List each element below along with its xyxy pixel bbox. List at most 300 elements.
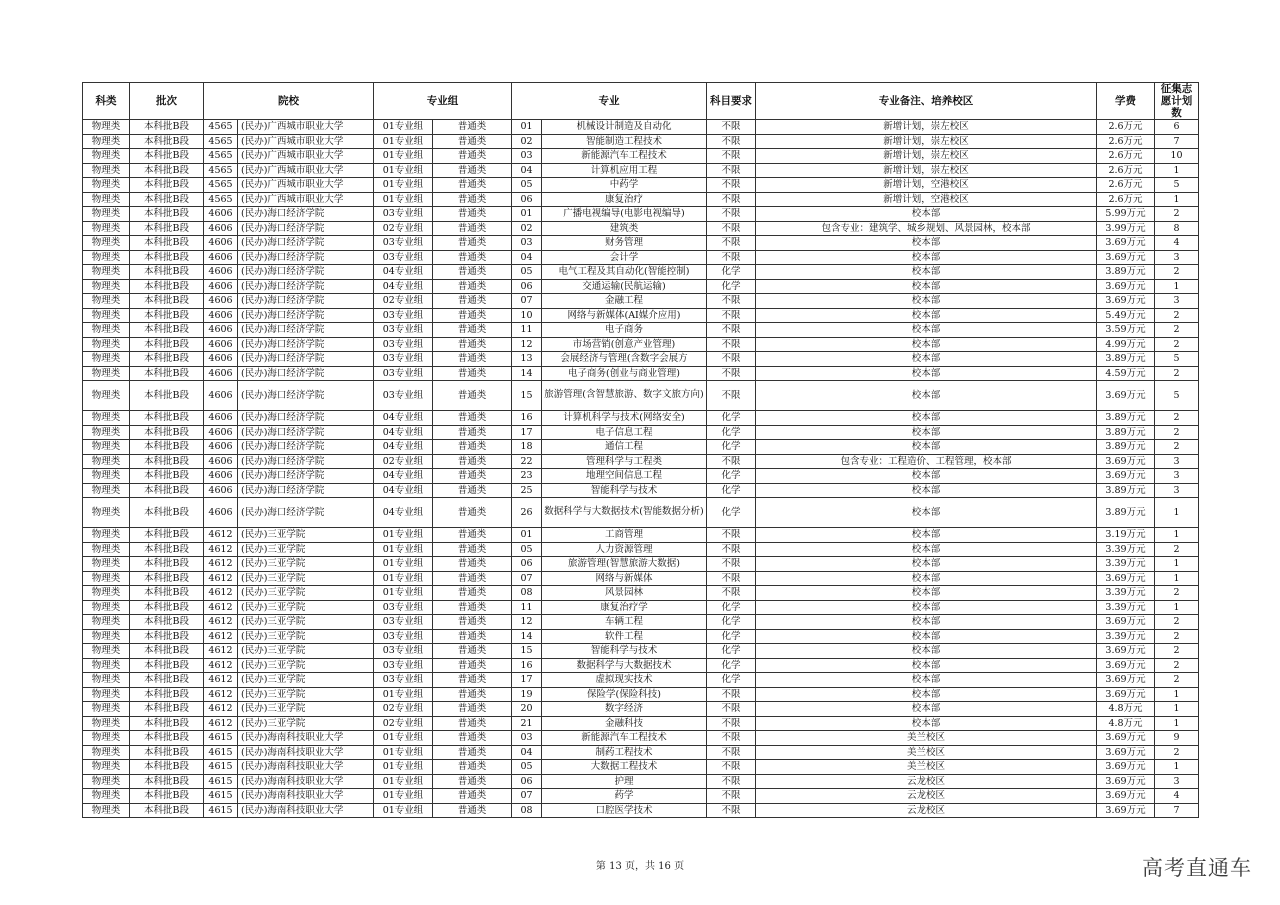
cell-group-type: 普通类 (433, 542, 512, 557)
cell-major-name: 新能源汽车工程技术 (542, 149, 707, 164)
cell-group: 01专业组 (374, 192, 433, 207)
cell-tuition: 3.69万元 (1097, 789, 1155, 804)
cell-inst-name: (民办)三亚学院 (238, 528, 374, 543)
cell-notes-campus: 校本部 (756, 644, 1097, 659)
table-row (83, 789, 1199, 804)
cell-subject-req: 不限 (707, 789, 756, 804)
cell-category: 物理类 (83, 236, 130, 251)
cell-inst-name: (民办)三亚学院 (238, 571, 374, 586)
cell-inst-name: (民办)广西城市职业大学 (238, 134, 374, 149)
cell-major-name: 软件工程 (542, 629, 707, 644)
cell-group-type: 普通类 (433, 673, 512, 688)
table-row (83, 192, 1199, 207)
cell-group: 03专业组 (374, 337, 433, 352)
cell-notes-campus: 美兰校区 (756, 745, 1097, 760)
table-row (83, 498, 1199, 528)
cell-major-name: 口腔医学技术 (542, 803, 707, 818)
cell-group: 03专业组 (374, 658, 433, 673)
cell-major-name: 通信工程 (542, 440, 707, 455)
cell-batch: 本科批B段 (130, 600, 204, 615)
cell-subject-req: 化学 (707, 615, 756, 630)
cell-inst-code: 4612 (204, 600, 238, 615)
table-row (83, 600, 1199, 615)
cell-notes-campus: 校本部 (756, 425, 1097, 440)
cell-group-type: 普通类 (433, 323, 512, 338)
cell-inst-name: (民办)海口经济学院 (238, 308, 374, 323)
cell-major-name: 康复治疗 (542, 192, 707, 207)
cell-tuition: 3.69万元 (1097, 236, 1155, 251)
cell-major-name: 电气工程及其自动化(智能控制) (542, 265, 707, 280)
cell-tuition: 3.69万元 (1097, 745, 1155, 760)
cell-inst-code: 4565 (204, 163, 238, 178)
cell-notes-campus: 校本部 (756, 469, 1097, 484)
cell-notes-campus: 新增计划，崇左校区 (756, 134, 1097, 149)
cell-inst-code: 4606 (204, 236, 238, 251)
table-row (83, 571, 1199, 586)
cell-inst-code: 4612 (204, 702, 238, 717)
cell-category: 物理类 (83, 469, 130, 484)
table-body (83, 120, 1199, 818)
cell-category: 物理类 (83, 702, 130, 717)
cell-group: 01专业组 (374, 163, 433, 178)
cell-major-name: 人力资源管理 (542, 542, 707, 557)
cell-inst-name: (民办)三亚学院 (238, 687, 374, 702)
cell-tuition: 3.69万元 (1097, 294, 1155, 309)
cell-group: 03专业组 (374, 673, 433, 688)
cell-subject-req: 化学 (707, 600, 756, 615)
cell-inst-name: (民办)海口经济学院 (238, 454, 374, 469)
cell-tuition: 3.19万元 (1097, 528, 1155, 543)
cell-tuition: 3.39万元 (1097, 557, 1155, 572)
cell-inst-name: (民办)海口经济学院 (238, 221, 374, 236)
cell-group: 03专业组 (374, 323, 433, 338)
cell-inst-code: 4615 (204, 745, 238, 760)
cell-plan-count: 2 (1155, 629, 1199, 644)
cell-category: 物理类 (83, 542, 130, 557)
cell-notes-campus: 校本部 (756, 265, 1097, 280)
cell-group: 03专业组 (374, 207, 433, 222)
cell-tuition: 2.6万元 (1097, 149, 1155, 164)
table-row (83, 352, 1199, 367)
cell-notes-campus: 校本部 (756, 381, 1097, 411)
cell-inst-name: (民办)海口经济学院 (238, 294, 374, 309)
cell-subject-req: 化学 (707, 425, 756, 440)
cell-plan-count: 2 (1155, 673, 1199, 688)
table-row (83, 294, 1199, 309)
cell-major-code: 01 (512, 207, 542, 222)
cell-inst-name: (民办)海口经济学院 (238, 265, 374, 280)
cell-major-code: 07 (512, 571, 542, 586)
cell-major-code: 11 (512, 323, 542, 338)
cell-subject-req: 不限 (707, 308, 756, 323)
cell-subject-req: 不限 (707, 760, 756, 775)
cell-group-type: 普通类 (433, 279, 512, 294)
cell-category: 物理类 (83, 381, 130, 411)
cell-inst-name: (民办)海南科技职业大学 (238, 731, 374, 746)
cell-major-name: 新能源汽车工程技术 (542, 731, 707, 746)
cell-inst-code: 4612 (204, 615, 238, 630)
cell-inst-code: 4606 (204, 294, 238, 309)
table-row (83, 425, 1199, 440)
cell-plan-count: 1 (1155, 163, 1199, 178)
cell-major-code: 04 (512, 745, 542, 760)
cell-major-name: 工商管理 (542, 528, 707, 543)
cell-group-type: 普通类 (433, 192, 512, 207)
cell-plan-count: 2 (1155, 542, 1199, 557)
cell-batch: 本科批B段 (130, 687, 204, 702)
cell-notes-campus: 校本部 (756, 294, 1097, 309)
cell-group-type: 普通类 (433, 789, 512, 804)
cell-major-name: 电子商务(创业与商业管理) (542, 366, 707, 381)
cell-group: 02专业组 (374, 716, 433, 731)
cell-major-name: 智能科学与技术 (542, 644, 707, 659)
cell-notes-campus: 新增计划，空港校区 (756, 192, 1097, 207)
cell-major-code: 15 (512, 644, 542, 659)
cell-inst-name: (民办)海口经济学院 (238, 411, 374, 426)
cell-group: 01专业组 (374, 745, 433, 760)
cell-group: 01专业组 (374, 134, 433, 149)
cell-group: 02专业组 (374, 454, 433, 469)
cell-category: 物理类 (83, 745, 130, 760)
cell-major-code: 16 (512, 411, 542, 426)
cell-subject-req: 不限 (707, 381, 756, 411)
cell-inst-name: (民办)广西城市职业大学 (238, 163, 374, 178)
cell-plan-count: 1 (1155, 557, 1199, 572)
cell-notes-campus: 云龙校区 (756, 803, 1097, 818)
cell-inst-code: 4612 (204, 716, 238, 731)
cell-category: 物理类 (83, 454, 130, 469)
cell-major-name: 虚拟现实技术 (542, 673, 707, 688)
cell-notes-campus: 校本部 (756, 702, 1097, 717)
cell-group-type: 普通类 (433, 615, 512, 630)
cell-subject-req: 化学 (707, 629, 756, 644)
admission-table-sheet (82, 82, 1198, 818)
cell-category: 物理类 (83, 803, 130, 818)
cell-subject-req: 不限 (707, 120, 756, 135)
cell-major-code: 15 (512, 381, 542, 411)
cell-major-code: 14 (512, 366, 542, 381)
cell-group-type: 普通类 (433, 644, 512, 659)
table-row (83, 760, 1199, 775)
cell-major-name: 护理 (542, 774, 707, 789)
cell-inst-name: (民办)海南科技职业大学 (238, 745, 374, 760)
cell-major-code: 06 (512, 557, 542, 572)
cell-major-code: 05 (512, 265, 542, 280)
cell-group: 03专业组 (374, 366, 433, 381)
cell-group-type: 普通类 (433, 440, 512, 455)
cell-tuition: 4.59万元 (1097, 366, 1155, 381)
cell-group: 01专业组 (374, 586, 433, 601)
table-row (83, 557, 1199, 572)
cell-major-code: 10 (512, 308, 542, 323)
cell-category: 物理类 (83, 498, 130, 528)
cell-group-type: 普通类 (433, 134, 512, 149)
cell-major-code: 03 (512, 236, 542, 251)
cell-batch: 本科批B段 (130, 658, 204, 673)
table-row (83, 440, 1199, 455)
table-row (83, 644, 1199, 659)
cell-batch: 本科批B段 (130, 803, 204, 818)
cell-subject-req: 不限 (707, 586, 756, 601)
cell-category: 物理类 (83, 774, 130, 789)
cell-major-code: 16 (512, 658, 542, 673)
table-row (83, 731, 1199, 746)
cell-inst-code: 4612 (204, 644, 238, 659)
cell-major-name: 电子商务 (542, 323, 707, 338)
cell-plan-count: 2 (1155, 366, 1199, 381)
cell-tuition: 4.99万元 (1097, 337, 1155, 352)
cell-group-type: 普通类 (433, 337, 512, 352)
cell-notes-campus: 美兰校区 (756, 731, 1097, 746)
cell-plan-count: 7 (1155, 803, 1199, 818)
cell-plan-count: 2 (1155, 658, 1199, 673)
cell-inst-code: 4606 (204, 279, 238, 294)
cell-group: 03专业组 (374, 615, 433, 630)
cell-group: 03专业组 (374, 629, 433, 644)
cell-category: 物理类 (83, 440, 130, 455)
cell-batch: 本科批B段 (130, 760, 204, 775)
watermark-logo: 高考直通车 (1142, 856, 1252, 880)
cell-tuition: 3.69万元 (1097, 250, 1155, 265)
cell-category: 物理类 (83, 163, 130, 178)
cell-inst-name: (民办)海口经济学院 (238, 366, 374, 381)
cell-inst-name: (民办)三亚学院 (238, 673, 374, 688)
cell-major-code: 25 (512, 483, 542, 498)
cell-major-name: 智能科学与技术 (542, 483, 707, 498)
cell-plan-count: 3 (1155, 774, 1199, 789)
cell-batch: 本科批B段 (130, 120, 204, 135)
cell-notes-campus: 校本部 (756, 411, 1097, 426)
cell-plan-count: 3 (1155, 294, 1199, 309)
cell-subject-req: 化学 (707, 658, 756, 673)
cell-group: 04专业组 (374, 440, 433, 455)
cell-category: 物理类 (83, 600, 130, 615)
cell-plan-count: 2 (1155, 323, 1199, 338)
cell-notes-campus: 校本部 (756, 250, 1097, 265)
cell-major-name: 电子信息工程 (542, 425, 707, 440)
table-row (83, 236, 1199, 251)
cell-major-name: 广播电视编导(电影电视编导) (542, 207, 707, 222)
cell-inst-name: (民办)广西城市职业大学 (238, 149, 374, 164)
cell-subject-req: 不限 (707, 207, 756, 222)
cell-group-type: 普通类 (433, 803, 512, 818)
cell-tuition: 4.8万元 (1097, 716, 1155, 731)
cell-notes-campus: 校本部 (756, 352, 1097, 367)
cell-plan-count: 3 (1155, 250, 1199, 265)
cell-inst-name: (民办)海南科技职业大学 (238, 803, 374, 818)
cell-major-code: 07 (512, 294, 542, 309)
cell-inst-name: (民办)海口经济学院 (238, 498, 374, 528)
table-row (83, 615, 1199, 630)
cell-batch: 本科批B段 (130, 454, 204, 469)
cell-batch: 本科批B段 (130, 221, 204, 236)
cell-plan-count: 7 (1155, 134, 1199, 149)
cell-tuition: 3.89万元 (1097, 352, 1155, 367)
cell-inst-code: 4606 (204, 250, 238, 265)
cell-category: 物理类 (83, 352, 130, 367)
cell-plan-count: 3 (1155, 483, 1199, 498)
cell-major-name: 风景园林 (542, 586, 707, 601)
cell-group: 04专业组 (374, 498, 433, 528)
cell-group-type: 普通类 (433, 716, 512, 731)
cell-plan-count: 2 (1155, 440, 1199, 455)
cell-inst-code: 4606 (204, 483, 238, 498)
cell-group-type: 普通类 (433, 425, 512, 440)
cell-inst-code: 4612 (204, 586, 238, 601)
cell-subject-req: 化学 (707, 498, 756, 528)
cell-category: 物理类 (83, 323, 130, 338)
cell-plan-count: 3 (1155, 454, 1199, 469)
cell-major-name: 数据科学与大数据技术(智能数据分析) (542, 498, 707, 528)
cell-inst-code: 4612 (204, 528, 238, 543)
cell-subject-req: 不限 (707, 323, 756, 338)
cell-group-type: 普通类 (433, 600, 512, 615)
cell-major-name: 计算机应用工程 (542, 163, 707, 178)
cell-category: 物理类 (83, 760, 130, 775)
cell-major-name: 计算机科学与技术(网络安全) (542, 411, 707, 426)
cell-plan-count: 10 (1155, 149, 1199, 164)
cell-notes-campus: 校本部 (756, 658, 1097, 673)
table-row (83, 163, 1199, 178)
cell-inst-code: 4615 (204, 760, 238, 775)
cell-plan-count: 2 (1155, 586, 1199, 601)
cell-tuition: 3.69万元 (1097, 803, 1155, 818)
cell-batch: 本科批B段 (130, 716, 204, 731)
cell-subject-req: 不限 (707, 250, 756, 265)
cell-plan-count: 1 (1155, 687, 1199, 702)
table-row (83, 221, 1199, 236)
cell-major-name: 数据科学与大数据技术 (542, 658, 707, 673)
cell-group-type: 普通类 (433, 221, 512, 236)
cell-batch: 本科批B段 (130, 294, 204, 309)
cell-plan-count: 1 (1155, 600, 1199, 615)
cell-major-name: 金融科技 (542, 716, 707, 731)
cell-group: 04专业组 (374, 265, 433, 280)
cell-category: 物理类 (83, 571, 130, 586)
cell-tuition: 3.69万元 (1097, 731, 1155, 746)
cell-category: 物理类 (83, 615, 130, 630)
cell-subject-req: 不限 (707, 163, 756, 178)
cell-inst-name: (民办)海口经济学院 (238, 337, 374, 352)
cell-category: 物理类 (83, 425, 130, 440)
table-row (83, 411, 1199, 426)
cell-major-name: 市场营销(创意产业管理) (542, 337, 707, 352)
cell-inst-code: 4606 (204, 454, 238, 469)
cell-inst-name: (民办)广西城市职业大学 (238, 120, 374, 135)
table-row (83, 469, 1199, 484)
table-row (83, 745, 1199, 760)
cell-notes-campus: 校本部 (756, 483, 1097, 498)
table-row (83, 279, 1199, 294)
cell-subject-req: 不限 (707, 192, 756, 207)
cell-inst-name: (民办)三亚学院 (238, 716, 374, 731)
cell-tuition: 3.89万元 (1097, 498, 1155, 528)
cell-group-type: 普通类 (433, 687, 512, 702)
cell-tuition: 2.6万元 (1097, 163, 1155, 178)
cell-major-name: 网络与新媒体 (542, 571, 707, 586)
page-number: 第 13 页，共 16 页 (595, 861, 685, 872)
cell-inst-code: 4565 (204, 192, 238, 207)
cell-subject-req: 不限 (707, 571, 756, 586)
table-row (83, 250, 1199, 265)
cell-tuition: 3.39万元 (1097, 586, 1155, 601)
cell-batch: 本科批B段 (130, 411, 204, 426)
cell-plan-count: 2 (1155, 615, 1199, 630)
table-row (83, 687, 1199, 702)
table-row (83, 673, 1199, 688)
cell-category: 物理类 (83, 337, 130, 352)
cell-major-name: 地理空间信息工程 (542, 469, 707, 484)
cell-batch: 本科批B段 (130, 308, 204, 323)
cell-category: 物理类 (83, 120, 130, 135)
cell-batch: 本科批B段 (130, 163, 204, 178)
cell-inst-code: 4612 (204, 542, 238, 557)
cell-group: 03专业组 (374, 308, 433, 323)
cell-subject-req: 不限 (707, 352, 756, 367)
cell-notes-campus: 校本部 (756, 366, 1097, 381)
cell-major-name: 旅游管理(智慧旅游大数据) (542, 557, 707, 572)
cell-batch: 本科批B段 (130, 586, 204, 601)
cell-subject-req: 化学 (707, 265, 756, 280)
cell-batch: 本科批B段 (130, 279, 204, 294)
cell-category: 物理类 (83, 265, 130, 280)
cell-inst-name: (民办)三亚学院 (238, 586, 374, 601)
cell-category: 物理类 (83, 207, 130, 222)
cell-major-name: 康复治疗学 (542, 600, 707, 615)
cell-notes-campus: 校本部 (756, 716, 1097, 731)
table-row (83, 542, 1199, 557)
cell-inst-code: 4565 (204, 149, 238, 164)
cell-notes-campus: 校本部 (756, 236, 1097, 251)
cell-major-code: 22 (512, 454, 542, 469)
cell-major-name: 机械设计制造及自动化 (542, 120, 707, 135)
cell-notes-campus: 校本部 (756, 586, 1097, 601)
cell-category: 物理类 (83, 716, 130, 731)
cell-plan-count: 1 (1155, 571, 1199, 586)
cell-inst-name: (民办)三亚学院 (238, 644, 374, 659)
cell-inst-code: 4606 (204, 323, 238, 338)
cell-inst-code: 4606 (204, 366, 238, 381)
cell-notes-campus: 校本部 (756, 207, 1097, 222)
cell-group: 02专业组 (374, 702, 433, 717)
cell-batch: 本科批B段 (130, 557, 204, 572)
cell-batch: 本科批B段 (130, 483, 204, 498)
cell-major-name: 药学 (542, 789, 707, 804)
cell-category: 物理类 (83, 644, 130, 659)
cell-major-name: 会计学 (542, 250, 707, 265)
cell-category: 物理类 (83, 279, 130, 294)
cell-plan-count: 1 (1155, 192, 1199, 207)
cell-batch: 本科批B段 (130, 236, 204, 251)
cell-group-type: 普通类 (433, 629, 512, 644)
cell-notes-campus: 校本部 (756, 557, 1097, 572)
cell-inst-name: (民办)海口经济学院 (238, 483, 374, 498)
cell-notes-campus: 校本部 (756, 600, 1097, 615)
cell-tuition: 3.89万元 (1097, 425, 1155, 440)
cell-group: 04专业组 (374, 483, 433, 498)
cell-subject-req: 不限 (707, 294, 756, 309)
cell-major-code: 12 (512, 337, 542, 352)
cell-plan-count: 1 (1155, 702, 1199, 717)
cell-batch: 本科批B段 (130, 323, 204, 338)
cell-inst-code: 4606 (204, 308, 238, 323)
cell-notes-campus: 校本部 (756, 687, 1097, 702)
cell-group-type: 普通类 (433, 469, 512, 484)
cell-subject-req: 不限 (707, 221, 756, 236)
cell-subject-req: 不限 (707, 803, 756, 818)
cell-group-type: 普通类 (433, 774, 512, 789)
cell-plan-count: 1 (1155, 498, 1199, 528)
